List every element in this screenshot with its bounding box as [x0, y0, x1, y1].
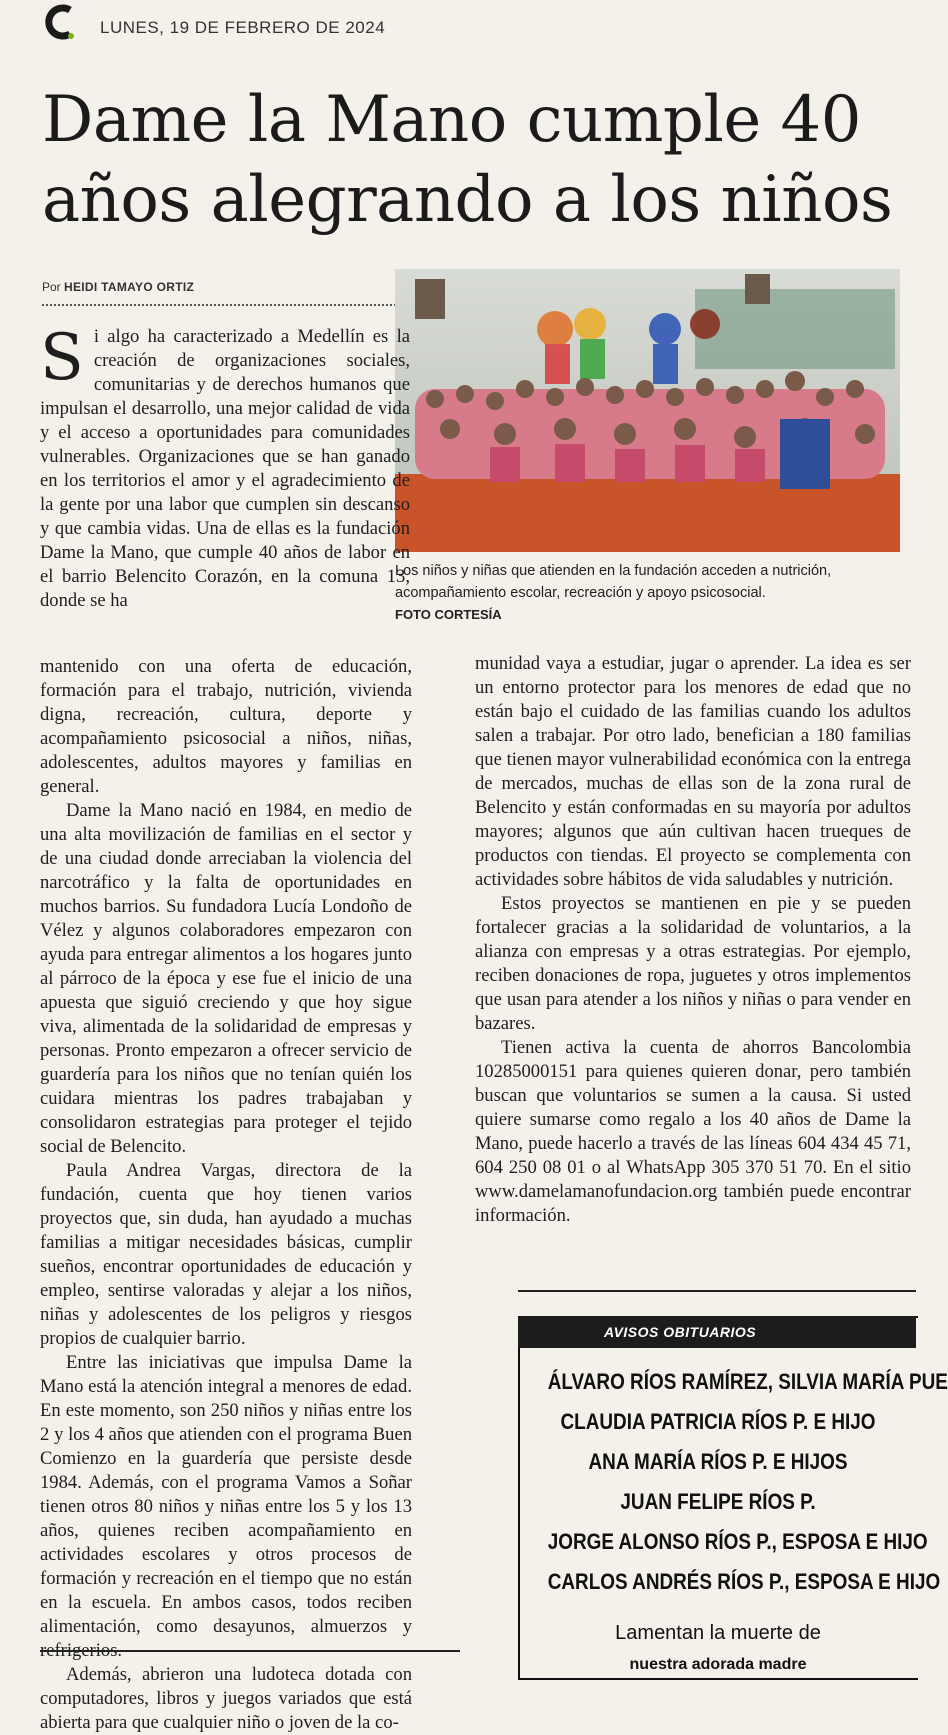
article-photo	[395, 269, 900, 552]
newspaper-logo-icon	[40, 4, 76, 40]
column-bottom-rule	[40, 1650, 460, 1652]
article-column-2	[475, 652, 911, 1228]
paragraph-4: Entre las iniciativas que impulsa Dame la Mano está la atención integral a menores de edad. En este momento, son 250 niños y niñas entre los 2 y los 4 años que atienden con el programa Buen Comienzo en la guardería que persiste desde 1984. Además, con el programa Vamos a Soñar tienen otros 80 niños y niñas entre los 5 y los 13 años, quienes reciben acompañamiento en actividades escolares y otros procesos de formación y recreación en el tiempo que no están en la escuela. En ambos casos, todos reciben alimentación, como desayunos, almuerzos y refrigerios.	[40, 1352, 412, 1661]
paragraph-2: Dame la Mano nació en 1984, en medio de una alta movilización de familias en el sector y de una ciudad donde arreciaban la violencia del narcotráfico y la falta de oportunidades en muchos barrios. Su fundadora Lucía Londoño de Vélez y algunos colaboradores empezaron con ayuda para entregar alimentos a los hogares junto al párroco de la época y ese fue el inicio de una apuesta que siguió creciendo y que hoy sigue viva, alimentada de la solidaridad de empresas y personas. Pronto empezaron a ofrecer servicio de guardería para los niños que no tenían quién los cuidara mientras los padres trabajaban y consolidaron estrategias para proteger el tejido social de Belencito.	[40, 800, 412, 1157]
paragraph-1-bottom: mantenido con una oferta de educación, formación para el trabajo, nutrición, vivienda digna, recreación, cultura, deporte y acompañamiento psicosocial a niños, niñas, adolescentes, adultos mayores y familias en general.	[40, 656, 412, 797]
paragraph-1-text: i algo ha caracterizado a Medellín es la creación de organizaciones sociales, comunitarias y de derechos humanos que impulsan el desarrollo, una mejor calidad de vida y el acceso a oportunidades para comunidades vulnerables. Organizaciones que se han ganado en los territorios el amor y el agradecimiento de la gente por una labor que cumplen sin descanso y que cambia vidas. Una de ellas es la fundación Dame la Mano, que cumple 40 años de labor en el barrio Belencito Corazón, en la comuna 13, donde se ha	[40, 326, 410, 611]
byline-prefix: Por	[42, 280, 61, 294]
paragraph-7: Tienen activa la cuenta de ahorros Bancolombia 10285000151 para quienes quieren donar, pero también buscan que voluntarios se sumen a la causa. Si usted quiere sumarse como regalo a los 40 años de Dame la Mano, puede hacerlo a través de las líneas 604 434 45 71, 604 250 08 01 o al WhatsApp 305 370 51 70. En el sitio www.damelamanofundacion.org también puede encontrar información.	[475, 1037, 911, 1226]
paragraph-1-top	[40, 321, 410, 613]
obituary-names	[547, 1362, 948, 1602]
article-column-1-lower	[40, 655, 412, 1735]
byline-author: HEIDI TAMAYO ORTIZ	[64, 280, 195, 294]
byline-divider	[42, 304, 408, 306]
paragraph-5-continued: munidad vaya a estudiar, jugar o aprender. La idea es ser un entorno protector para los menores de edad que no están bajo el cuidado de las familias cuando los adultos salen a trabajar. Por otro lado, benefician a 180 familias que tienen mayor vulnerabilidad económica con la entrega de mercados, muchas de ellas son de la zona rural de Belencito y están conformadas en su mayoría por adultos mayores; algunos que aún cultivan hacen trueques de productos con tiendas. El proyecto se complementa con actividades sobre hábitos de vida saludables y nutrición.	[475, 653, 911, 890]
byline	[42, 280, 194, 294]
paragraph-5: Además, abrieron una ludoteca dotada con computadores, libros y juegos variados que está abierta para que cualquier niño o joven de la co-	[40, 1664, 412, 1733]
paragraph-3: Paula Andrea Vargas, directora de la fundación, cuenta que hoy tienen varios proyectos que, sin duda, han ayudado a muchas familias a mitigar necesidades básicas, cumplir sueños, encontrar oportunidades de educación y empleo, sentirse valoradas y alejar a los niños, niñas y adolescentes de los peligros y riesgos propios de cualquier barrio.	[40, 1160, 412, 1349]
headline: Dame la Mano cumple 40 años alegrando a los niños	[42, 83, 893, 237]
issue-date: LUNES, 19 DE FEBRERO DE 2024	[100, 18, 386, 37]
obituary-name: JORGE ALONSO RÍOS P., ESPOSA E HIJO	[547, 1529, 928, 1554]
paragraph-6: Estos proyectos se mantienen en pie y se pueden fortalecer gracias a la solidaridad de voluntarios, a la alianza con empresas y a otras estrategias. Por ejemplo, reciben donaciones de ropa, juguetes y otros implementos que usan para atender a los niños y niñas o para vender en bazares.	[475, 893, 911, 1034]
obituary-name: CARLOS ANDRÉS RÍOS P., ESPOSA E HIJO	[547, 1569, 941, 1594]
obituary-top-rule	[518, 1290, 916, 1292]
drop-cap: S	[40, 321, 84, 395]
obituary-footer-cut: nuestra adorada madre	[629, 1656, 807, 1673]
obituary-name: CLAUDIA PATRICIA RÍOS P. E HIJO	[560, 1409, 876, 1434]
photo-credit: FOTO CORTESÍA	[395, 607, 502, 622]
obituary-header-label: AVISOS OBITUARIOS	[604, 1324, 757, 1340]
obituary-header	[518, 1316, 916, 1348]
obituary-name: JUAN FELIPE RÍOS P.	[620, 1489, 816, 1514]
photo-caption: Los niños y niñas que atienden en la fundación acceden a nutrición, acompañamiento escolar, recreación y apoyo psicosocial.	[395, 563, 832, 601]
article-column-1	[40, 321, 410, 613]
obituary-name: ÁLVARO RÍOS RAMÍREZ, SILVIA MARÍA PUE	[547, 1369, 948, 1394]
obituary-footer: Lamentan la muerte de	[615, 1622, 821, 1644]
obituary-name: ANA MARÍA RÍOS P. E HIJOS	[588, 1449, 848, 1474]
